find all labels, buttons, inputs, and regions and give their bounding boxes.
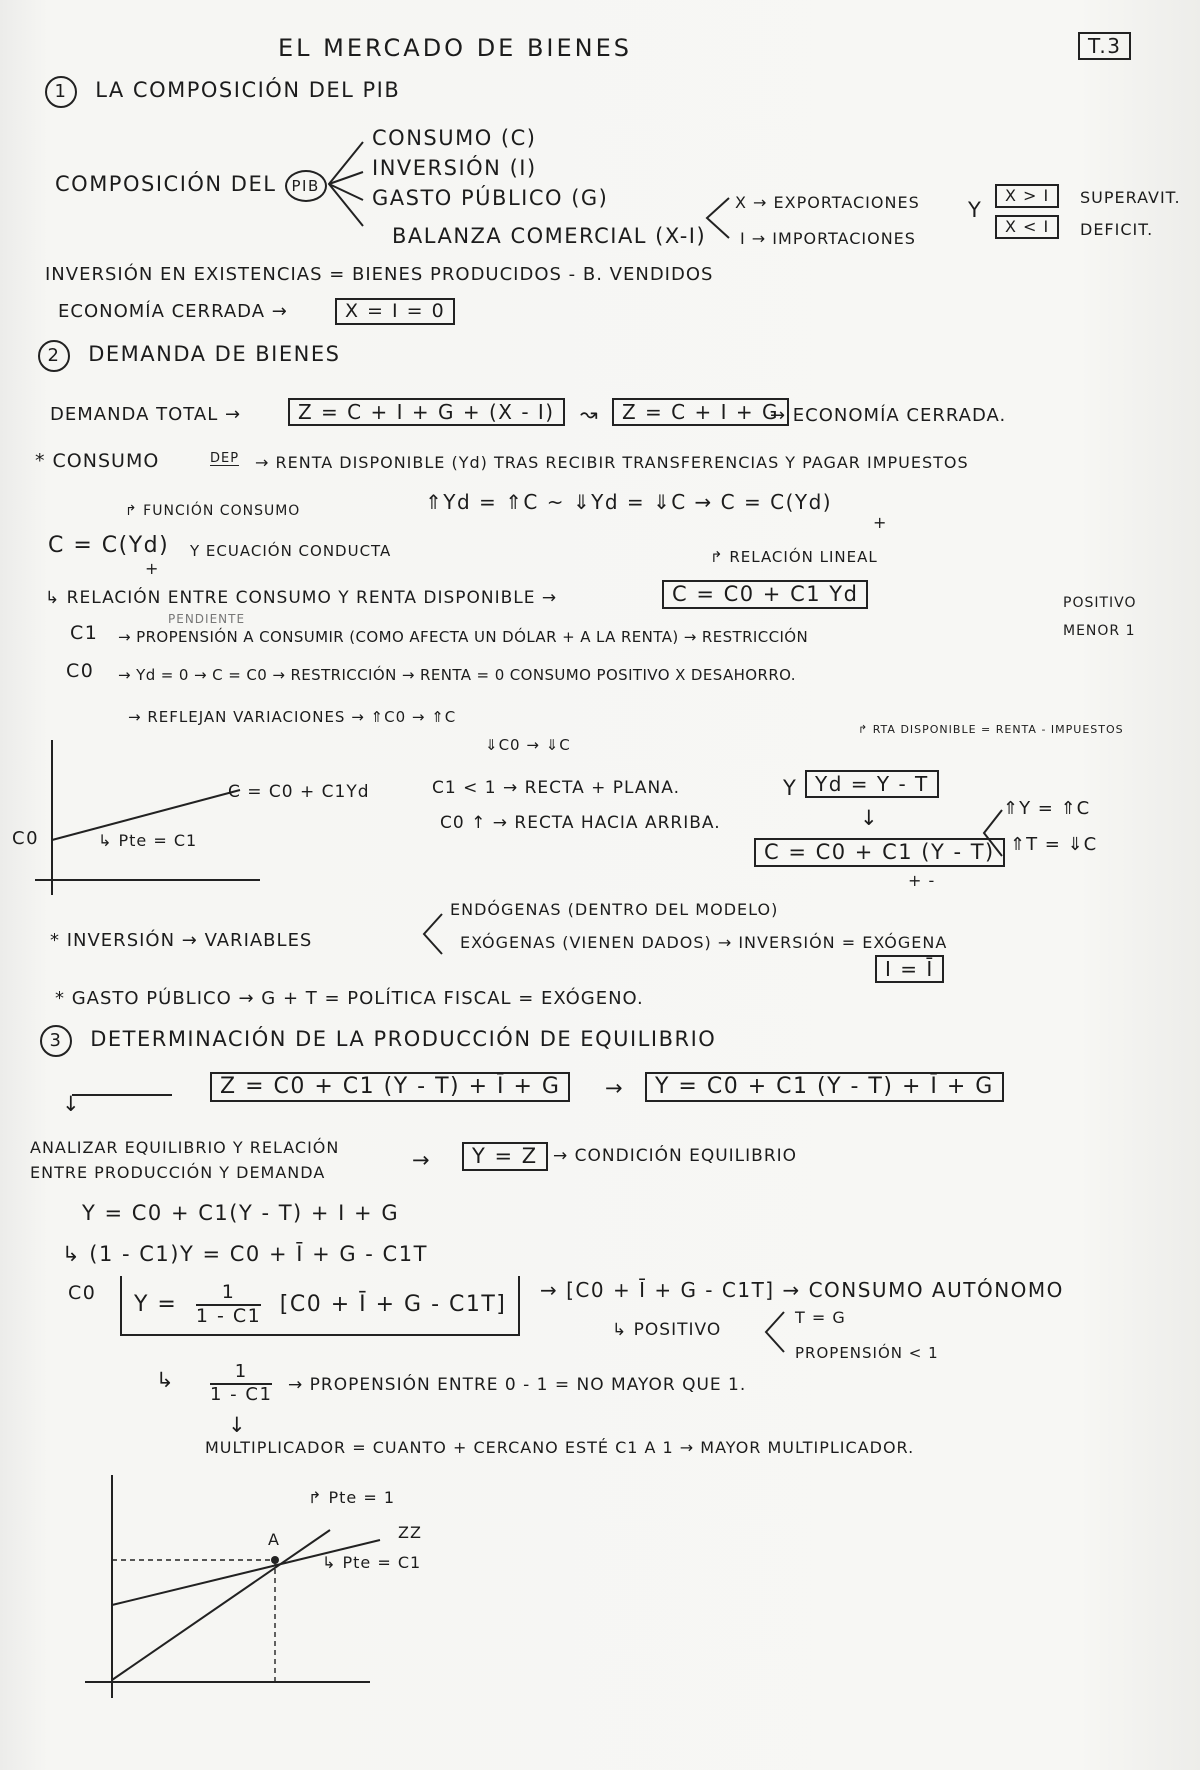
derivation-step-2: ↳ (1 - C1)Y = C0 + Ī + G - C1T [62,1242,428,1266]
small-fraction-num: 1 [210,1362,272,1385]
multiplier-denominator: 1 - C1 [195,1304,262,1327]
composition-label [55,170,327,202]
pib-circle: PIB [285,170,327,202]
inventory-note: INVERSIÓN EN EXISTENCIAS = BIENES PRODUCIDOS - B. VENDIDOS [45,264,714,285]
analysis-line-1: ANALIZAR EQUILIBRIO Y RELACIÓN [30,1138,340,1157]
pib-item-gasto: GASTO PÚBLICO (G) [372,186,609,210]
public-spending: * GASTO PÚBLICO → G + T = POLÍTICA FISCAL = EXÓGENO. [55,988,644,1009]
multiplier-rhs: [C0 + Ī + G - C1T] [279,1291,507,1317]
y-connector: Y [968,198,983,222]
yd-equation: Yd = Y - T [805,770,939,798]
equilibrium-condition: → CONDICIÓN EQUILIBRIO [553,1146,798,1166]
behavior-equation: Y ECUACIÓN CONDUCTA [190,542,392,560]
exogenous: EXÓGENAS (VIENEN DADOS) → INVERSIÓN = EXÓGENA [460,933,948,952]
graph-c0-label: C0 [12,828,40,849]
plus-under: + [145,559,160,578]
graph-zz-label: ZZ [398,1523,422,1542]
topic-tag: T.3 [1078,32,1131,60]
less-one: MENOR 1 [1063,623,1136,639]
relation-text: ↳ RELACIÓN ENTRE CONSUMO Y RENTA DISPONIBLE → [45,588,558,608]
analysis-line-2: ENTRE PRODUCCIÓN Y DEMANDA [30,1163,326,1182]
exports: X → EXPORTACIONES [735,193,920,212]
y-label: Y [783,776,798,800]
c1-less-one: C1 < 1 → RECTA + PLANA. [432,778,680,798]
closed-economy-label: ECONOMÍA CERRADA → [58,301,288,322]
graph-slope-c1: ↳ Pte = C1 [322,1553,422,1572]
derivation-step-1: Y = C0 + C1(Y - T) + I + G [82,1201,400,1225]
multiplier-numerator: 1 [196,1282,261,1306]
c0-up: C0 ↑ → RECTA HACIA ARRIBA. [440,813,721,833]
disposable-income-arrows: ⇑Yd = ⇑C ~ ⇓Yd = ⇓C → C = C(Yd) [425,490,833,514]
fraction-arrow: ↳ [156,1368,176,1392]
graph-line-label: C = C0 + C1Yd [228,782,370,802]
propension-text: → PROPENSIÓN ENTRE 0 - 1 = NO MAYOR QUE 1. [288,1375,747,1395]
implies-arrow: → [605,1076,625,1100]
multiplier-lhs: Y = [134,1291,178,1317]
imports: I → IMPORTACIONES [740,229,916,248]
deficit-label: DEFICIT. [1080,220,1154,239]
consumption-full: C = C0 + C1 (Y - T) [754,838,1005,867]
plus-sign: + [873,513,888,532]
consumption-function-label: ↱ FUNCIÓN CONSUMO [125,503,301,519]
section-1-heading [45,76,400,108]
small-fraction [210,1362,272,1405]
balanza-bracket [703,196,733,240]
page-title: EL MERCADO DE BIENES [278,34,633,62]
composition-text: COMPOSICIÓN DEL [55,172,277,196]
positive-label: POSITIVO [1063,595,1137,611]
analysis-line [72,1094,172,1096]
section-1-title: LA COMPOSICIÓN DEL PIB [95,78,401,102]
total-demand-label: DEMANDA TOTAL → [50,404,242,425]
section-2-number: 2 [38,340,70,372]
composition-bracket [325,140,365,230]
z-equation: Z = C0 + C1 (Y - T) + Ī + G [210,1072,570,1102]
consumo-text: → RENTA DISPONIBLE (Yd) TRAS RECIBIR TRANSFERENCIAS Y PAGAR IMPUESTOS [255,453,969,472]
section-3-heading [40,1025,716,1057]
c0-line-3: ⇓C0 → ⇓C [485,736,571,754]
total-demand-eq: Z = C + I + G + (X - I) [288,398,565,426]
closed-demand-eq: Z = C + I + G [612,398,789,426]
multiplier-down-arrow: ↓ [228,1413,248,1437]
squiggle-arrow: ↝ [580,402,600,426]
multiplier-equation [120,1276,520,1336]
multiplier-fraction [196,1282,261,1328]
co-side-label: C0 [68,1282,97,1304]
down-arrow: ↓ [860,806,880,830]
analysis-arrow: → [412,1148,432,1172]
closed-demand-note: → ECONOMÍA CERRADA. [770,405,1007,426]
t-up-effect: ⇑T = ⇓C [1010,834,1098,855]
t-equals-g: T = G [795,1308,846,1327]
positive-note: ↳ POSITIVO [612,1320,722,1340]
y-equation: Y = C0 + C1 (Y - T) + Ī + G [645,1072,1004,1102]
c0-line-1: → Yd = 0 → C = C0 → RESTRICCIÓN → RENTA = 0 CONSUMO POSITIVO X DESAHORRO. [118,666,796,684]
surplus-condition: X > I [995,184,1059,208]
variables-bracket [420,912,444,956]
pib-item-inversion: INVERSIÓN (I) [372,156,537,180]
autonomous-consumption: → [C0 + Ī + G - C1T] → CONSUMO AUTÓNOMO [540,1278,1064,1302]
surplus-label: SUPERAVIT. [1080,188,1181,207]
pib-item-balanza: BALANZA COMERCIAL (X-I) [392,224,707,248]
section-3-title: DETERMINACIÓN DE LA PRODUCCIÓN DE EQUILIBRIO [90,1027,717,1051]
c1-description: → PROPENSIÓN A CONSUMIR (COMO AFECTA UN DÓLAR + A LA RENTA) → RESTRICCIÓN [118,628,809,646]
section-3-number: 3 [40,1025,72,1057]
disposable-income-note: ↱ RTA DISPONIBLE = RENTA - IMPUESTOS [858,723,1124,736]
section-2-heading [38,340,340,372]
positive-bracket [762,1310,786,1354]
equilibrium-graph [80,1470,460,1700]
pendiente-label: PENDIENTE [168,612,246,626]
dep-label: DEP [210,451,240,466]
consumption-function: C = C0 + C1 Yd [662,580,868,609]
c-of-yd: C = C(Yd) [48,533,170,558]
signs: + - [908,871,936,890]
closed-economy-eq: X = I = 0 [335,298,455,325]
effects-bracket [980,808,1004,858]
small-fraction-den: 1 - C1 [210,1383,273,1405]
investment-star: * INVERSIÓN → VARIABLES [50,930,313,951]
multiplier-text: MULTIPLICADOR = CUANTO + CERCANO ESTÉ C1 A 1 → MAYOR MULTIPLICADOR. [205,1438,915,1457]
analysis-down-arrow: ↓ [62,1092,82,1116]
linear-relation: ↱ RELACIÓN LINEAL [710,548,878,566]
propension-less: PROPENSIÓN < 1 [795,1344,939,1362]
graph-slope-label: ↳ Pte = C1 [98,831,198,850]
graph-point-a: A [268,1530,280,1549]
section-2-title: DEMANDA DE BIENES [88,342,341,366]
y-up-effect: ⇑Y = ⇑C [1003,798,1091,819]
graph-slope-one: ↱ Pte = 1 [308,1488,396,1507]
deficit-condition: X < I [995,215,1059,239]
endogenous: ENDÓGENAS (DENTRO DEL MODELO) [450,900,779,919]
consumo-star: * CONSUMO [35,450,160,472]
c0-label: C0 [66,660,95,682]
equilibrium-box: Y = Z [462,1142,548,1171]
i-bar-box: I = Ī [875,955,944,983]
consumption-graph [30,735,410,895]
pib-item-consumo: CONSUMO (C) [372,126,537,150]
c1-label: C1 [70,622,99,644]
section-1-number: 1 [45,76,77,108]
c0-line-2: → REFLEJAN VARIACIONES → ⇑C0 → ⇑C [128,708,457,726]
